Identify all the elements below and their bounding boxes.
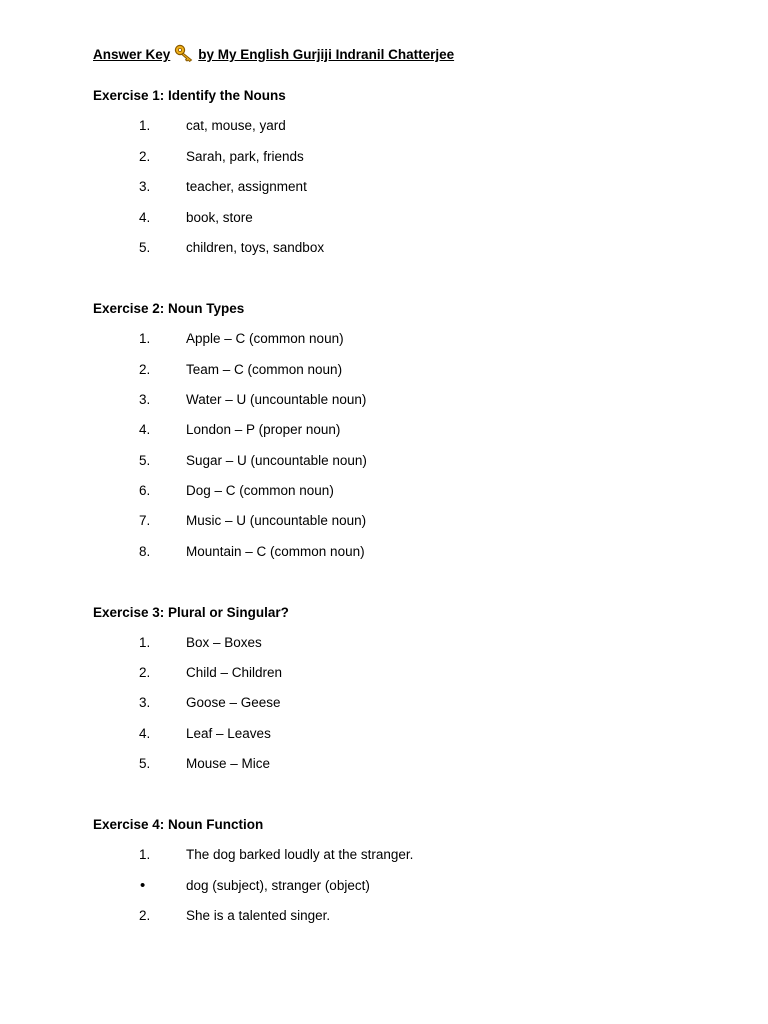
list-marker: 5. (139, 453, 151, 468)
list-marker: 4. (139, 422, 151, 437)
list-marker: 6. (139, 483, 151, 498)
list-marker: 7. (139, 513, 151, 528)
list-marker: 3. (139, 179, 151, 194)
list-item-text: Leaf – Leaves (186, 726, 271, 741)
list-marker: 4. (139, 726, 151, 741)
list-marker: 3. (139, 392, 151, 407)
document-title (93, 44, 454, 67)
list-marker: 5. (139, 240, 151, 255)
exercise-heading: Exercise 3: Plural or Singular? (93, 605, 289, 620)
list-item-text: Sugar – U (uncountable noun) (186, 453, 367, 468)
list-marker: 8. (139, 544, 151, 559)
list-item-text: She is a talented singer. (186, 908, 331, 923)
list-item-text: Water – U (uncountable noun) (186, 392, 367, 407)
list-item-text: dog (subject), stranger (object) (186, 878, 370, 893)
list-marker: 1. (139, 118, 151, 133)
exercise-heading: Exercise 4: Noun Function (93, 817, 264, 832)
list-marker: 1. (139, 331, 151, 346)
title-left: Answer Key (93, 47, 171, 62)
list-item-text: Music – U (uncountable noun) (186, 513, 367, 528)
list-marker: 1. (139, 847, 151, 862)
list-item-text: Mouse – Mice (186, 756, 271, 771)
list-item-text: London – P (proper noun) (186, 422, 341, 437)
list-marker: 2. (139, 908, 151, 923)
list-marker: 5. (139, 756, 151, 771)
list-item-text: Sarah, park, friends (186, 149, 304, 164)
list-item-text: teacher, assignment (186, 179, 307, 194)
list-marker: 3. (139, 695, 151, 710)
list-item-text: cat, mouse, yard (186, 118, 286, 133)
list-item-text: book, store (186, 210, 253, 225)
list-marker: 2. (139, 665, 151, 680)
list-marker: 4. (139, 210, 151, 225)
bullet-marker: • (140, 877, 146, 894)
list-item-text: The dog barked loudly at the stranger. (186, 847, 414, 862)
list-item-text: Child – Children (186, 665, 283, 680)
list-item-text: Mountain – C (common noun) (186, 544, 365, 559)
list-item-text: Goose – Geese (186, 695, 281, 710)
title-right: by My English Gurjiji Indranil Chatterjee (198, 47, 455, 62)
list-marker: 1. (139, 635, 151, 650)
list-marker: 2. (139, 149, 151, 164)
list-item-text: Team – C (common noun) (186, 362, 343, 377)
key-icon (174, 44, 194, 67)
exercise-heading: Exercise 2: Noun Types (93, 301, 245, 316)
list-marker: 2. (139, 362, 151, 377)
list-item-text: Box – Boxes (186, 635, 262, 650)
list-item-text: Dog – C (common noun) (186, 483, 334, 498)
exercise-heading: Exercise 1: Identify the Nouns (93, 88, 286, 103)
list-item-text: children, toys, sandbox (186, 240, 325, 255)
list-item-text: Apple – C (common noun) (186, 331, 344, 346)
